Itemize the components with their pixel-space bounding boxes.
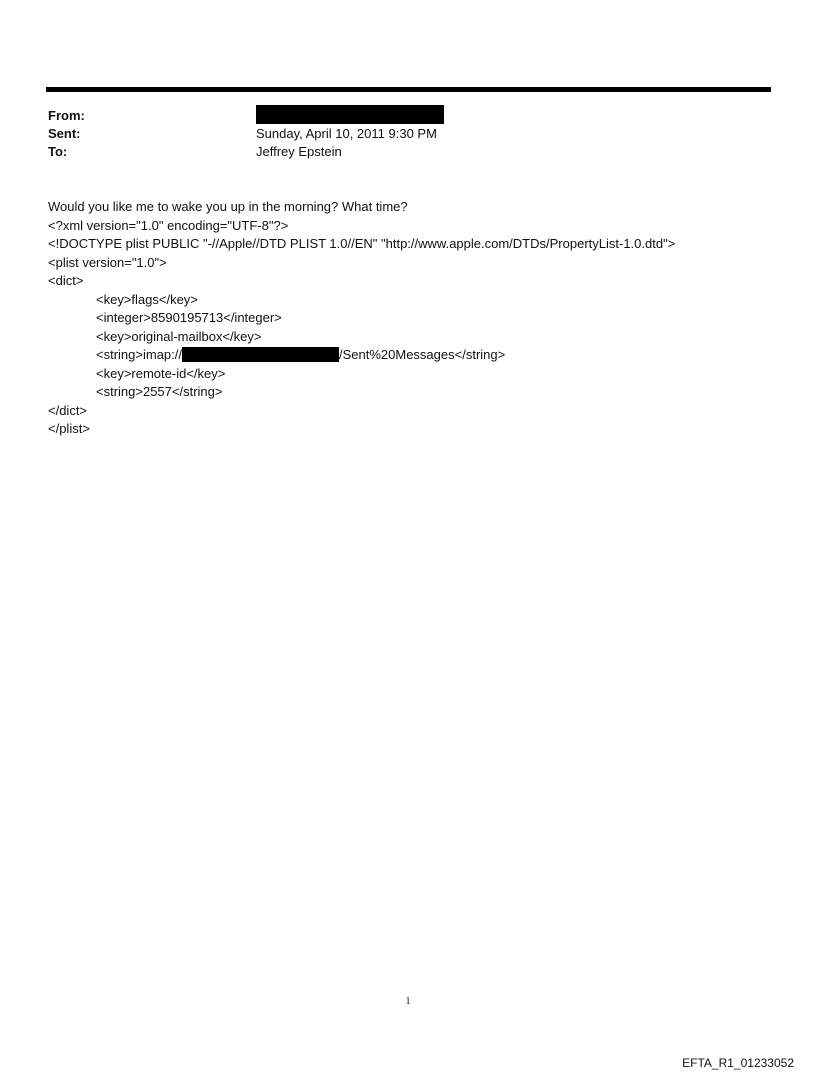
from-redaction bbox=[256, 105, 444, 124]
body-line: <integer>8590195713</integer> bbox=[96, 310, 282, 325]
mailbox-redaction bbox=[182, 347, 339, 362]
body-line: <key>remote-id</key> bbox=[96, 365, 226, 381]
body-line: <?xml version="1.0" encoding="UTF-8"?> bbox=[48, 217, 289, 233]
body-line: <dict> bbox=[48, 273, 84, 288]
to-value: Jeffrey Epstein bbox=[256, 144, 342, 159]
body-line: </dict> bbox=[48, 402, 88, 418]
body-line: <!DOCTYPE plist PUBLIC "-//Apple//DTD PLIST 1.0//EN" "http://www.apple.com/DTDs/PropertyList-1.0.dtd"> bbox=[48, 236, 676, 251]
body-line-mailbox bbox=[48, 346, 675, 365]
bates-number: EFTA_R1_01233052 bbox=[682, 1056, 794, 1070]
mailbox-suffix: /Sent%20Messages</string> bbox=[339, 347, 506, 362]
body-line: <key>original-mailbox</key> bbox=[96, 328, 262, 344]
page-number: 1 bbox=[405, 996, 411, 1007]
sent-label: Sent: bbox=[48, 126, 81, 141]
body-line: <key>flags</key> bbox=[96, 291, 198, 307]
mailbox-prefix: <string>imap:// bbox=[96, 347, 182, 362]
body-line: </plist> bbox=[48, 421, 90, 436]
body-line: Would you like me to wake you up in the morning? What time? bbox=[48, 199, 408, 214]
message-body bbox=[48, 198, 675, 439]
to-label: To: bbox=[48, 144, 68, 159]
from-label: From: bbox=[48, 108, 85, 123]
sent-value: Sunday, April 10, 2011 9:30 PM bbox=[256, 126, 437, 141]
body-line: <plist version="1.0"> bbox=[48, 254, 167, 270]
body-line: <string>2557</string> bbox=[96, 384, 223, 399]
header-rule bbox=[46, 87, 771, 92]
